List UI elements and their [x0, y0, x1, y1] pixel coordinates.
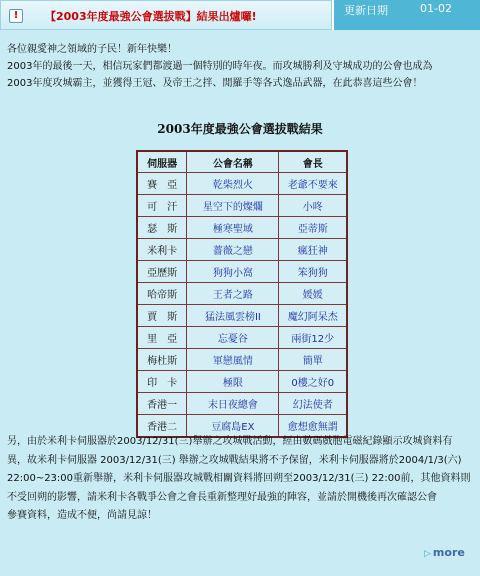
results-table: [136, 150, 348, 438]
leader-cell: 笨狗狗: [279, 261, 347, 283]
intro-text: [7, 41, 473, 92]
column-header: 會長: [279, 151, 347, 173]
table-row: [137, 195, 347, 217]
table-row: [137, 305, 347, 327]
intro-line: 2003年的最後一天，相信玩家們都渡過一個特別的時年夜。而攻城勝利及守城成功的公會也成為: [7, 61, 433, 72]
leader-cell: 0樓之好0: [279, 371, 347, 393]
table-row: [137, 349, 347, 371]
update-date-value: 01-02: [420, 2, 452, 15]
guild-name-cell: 極限: [187, 371, 279, 393]
leader-cell: 兩街12少: [279, 327, 347, 349]
guild-name-cell: 猛法風雲榜II: [187, 305, 279, 327]
leader-cell: 幻法使者: [279, 393, 347, 415]
server-cell: 可 汗: [137, 195, 187, 217]
announcement-icon: !: [9, 9, 23, 23]
intro-line: 2003年度攻城霸主，並獲得王冠、及帝王之拌、閒羅手等各式逸品武器，在此恭喜這些公會！: [7, 78, 423, 89]
server-cell: 香港一: [137, 393, 187, 415]
guild-name-cell: 薔薇之戀: [187, 239, 279, 261]
column-header: 伺服器: [137, 151, 187, 173]
notice-line: 異，故米利卡伺服器 2003/12/31(三) 舉辦之攻城戰結果將不予保留，米利卡伺服器將於2004/1/3(六): [7, 454, 462, 466]
table-row: [137, 217, 347, 239]
guild-name-cell: 星空下的燦爛: [187, 195, 279, 217]
leader-cell: 老爺不要來: [279, 173, 347, 195]
leader-cell: 魔幻阿呆杰: [279, 305, 347, 327]
arrow-right-icon: ▷: [424, 549, 431, 559]
guild-name-cell: 軍戀風情: [187, 349, 279, 371]
notice-line: 參賽資料，造成不便，尚請見諒！: [7, 510, 157, 521]
leader-cell: 亞蒂斯: [279, 217, 347, 239]
server-cell: 米利卡: [137, 239, 187, 261]
server-cell: 里 亞: [137, 327, 187, 349]
server-cell: 印 卡: [137, 371, 187, 393]
guild-name-cell: 忘憂谷: [187, 327, 279, 349]
intro-line: 各位親愛神之領域的子民！新年快樂！: [7, 44, 177, 55]
server-cell: 賽 亞: [137, 173, 187, 195]
guild-name-cell: 狗狗小窩: [187, 261, 279, 283]
table-row: [137, 393, 347, 415]
title-cell: [0, 0, 332, 30]
server-cell: 賈 斯: [137, 305, 187, 327]
server-cell: 瑟 斯: [137, 217, 187, 239]
column-header: 公會名稱: [187, 151, 279, 173]
leader-cell: 瘋狂神: [279, 239, 347, 261]
guild-name-cell: 王者之路: [187, 283, 279, 305]
table-row: [137, 261, 347, 283]
table-header-row: [137, 151, 347, 173]
server-cell: 哈帝斯: [137, 283, 187, 305]
leader-cell: 小咚: [279, 195, 347, 217]
guild-name-cell: 極寒聖域: [187, 217, 279, 239]
guild-name-cell: 末日夜總會: [187, 393, 279, 415]
update-date-label: 更新日期: [344, 4, 388, 17]
table-row: [137, 239, 347, 261]
table-row: [137, 173, 347, 195]
more-label[interactable]: more: [432, 546, 465, 559]
notice-line: 不受回朔的影響，請米利卡各戰爭公會之會長重新整理好最強的陣容，並請於開機後再次確認公會: [7, 491, 437, 503]
notice-line: 另，由於米利卡伺服器於2003/12/31(三)舉辦之攻城戰活動，經由數碼戲胞電磁紀錄顯示攻城資料有: [7, 436, 453, 447]
server-cell: 香港二: [137, 415, 187, 438]
date-cell: [334, 0, 480, 30]
guild-name-cell: 乾柴烈火: [187, 173, 279, 195]
guild-name-cell: 豆腐島EX: [187, 415, 279, 438]
table-row: [137, 283, 347, 305]
notice-line: 22:00~23:00重新舉辦，米利卡伺服器攻城戰相關資料將回朔至2003/12/31(三) 22:00前，其他資料則: [7, 473, 471, 484]
table-row: [137, 371, 347, 393]
table-row: [137, 327, 347, 349]
server-cell: 梅杜斯: [137, 349, 187, 371]
notice-text: [7, 433, 473, 526]
header-bar: [0, 0, 480, 30]
leader-cell: 愈想愈無謂: [279, 415, 347, 438]
page-title: 【2003年度最強公會選拔戰】結果出爐囉!: [45, 10, 257, 23]
more-link[interactable]: [424, 546, 465, 559]
table-title: 2003年度最強公會選拔戰結果: [157, 122, 323, 136]
leader-cell: 簡單: [279, 349, 347, 371]
leader-cell: 媛媛: [279, 283, 347, 305]
server-cell: 亞歷斯: [137, 261, 187, 283]
